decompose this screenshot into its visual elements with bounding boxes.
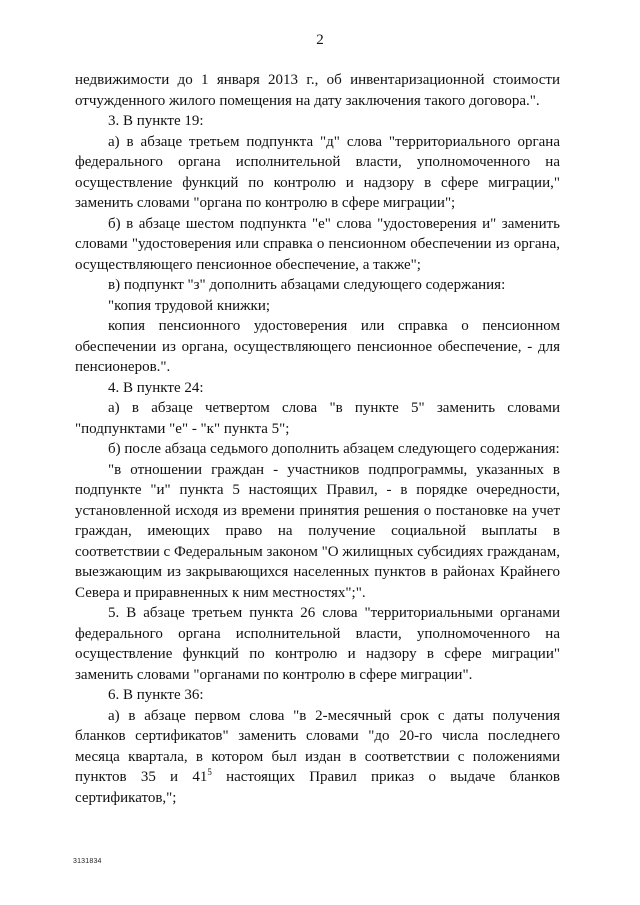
document-id: 3131834 (73, 858, 102, 865)
last-paragraph-after: настоящих Правил приказ о выдаче бланков сертификатов,"; (75, 769, 560, 806)
document-body (75, 70, 560, 808)
paragraph: "в отношении граждан - участников подпрограммы, указанных в подпункте "и" пункта 5 настоящих Правил, - в порядке очередности, установленной исходя из времени принятия решения о постановке на учет граждан, имеющих право на получение социальной выплаты в соответствии с Федеральным законом "О жилищных субсидиях гражданам, выезжающим из закрывающихся населенных пунктов в районах Крайнего Севера и приравненных к ним местностях";". (75, 461, 560, 601)
paragraph: "копия трудовой книжки; (108, 297, 271, 314)
last-paragraph-before: а) в абзаце первом слова "в 2-месячный срок с даты получения бланков сертификатов" заменить словами "до 20-го числа последнего месяца квартала, в котором был издан в соответствии с положениями пунктов 35 и 41 (75, 707, 560, 785)
paragraph: б) после абзаца седьмого дополнить абзацем следующего содержания: (108, 441, 560, 457)
paragraph: б) в абзаце шестом подпункта "е" слова "удостоверения и" заменить словами "удостоверения или справка о пенсионном обеспечении из органа, осуществляющего пенсионное обеспечение, а также"; (75, 215, 560, 273)
paragraph: копия пенсионного удостоверения или справка о пенсионном обеспечении из органа, осуществляющего пенсионное обеспечение, - для пенсионеров.". (75, 318, 560, 375)
page-number: 2 (316, 32, 324, 48)
paragraph: в) подпункт "з" дополнить абзацами следующего содержания: (108, 277, 506, 293)
last-paragraph (75, 706, 560, 809)
paragraph: а) в абзаце третьем подпункта "д" слова "территориального органа федерального органа исполнительной власти, уполномоченного на осуществление функций по контролю и надзору в сфере миграции," заменить словами "органа по контролю в сфере миграции"; (75, 133, 560, 211)
superscript: 5 (207, 767, 212, 777)
paragraph: 5. В абзаце третьем пункта 26 слова "территориальными органами федерального органа исполнительной власти, уполномоченного на осуществление функций по контролю и надзору в сфере миграции" заменить словами "органами по контролю в сфере миграции". (75, 605, 560, 683)
paragraph: недвижимости до 1 января 2013 г., об инвентаризационной стоимости отчужденного жилого помещения на дату заключения такого договора.". (75, 72, 560, 109)
paragraph: а) в абзаце четвертом слова "в пункте 5" заменить словами "подпунктами "е" - "к" пункта 5"; (75, 400, 560, 437)
paragraph: 4. В пункте 24: (108, 379, 204, 396)
paragraph: 6. В пункте 36: (108, 687, 204, 703)
paragraph: 3. В пункте 19: (108, 113, 204, 129)
